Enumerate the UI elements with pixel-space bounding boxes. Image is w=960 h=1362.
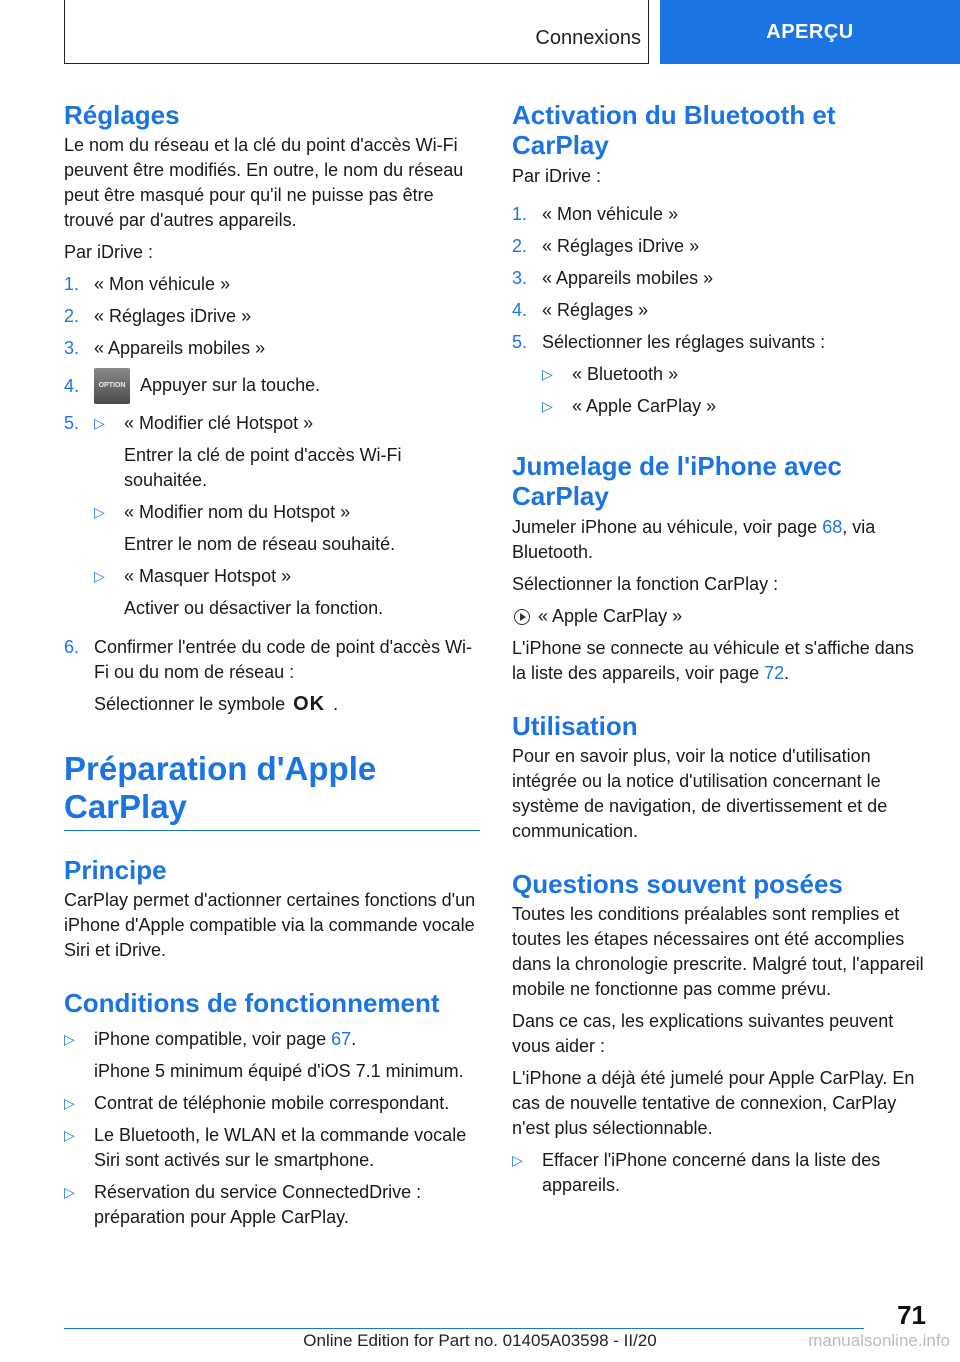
heading-activation: Activation du Bluetooth et CarPlay [512, 100, 836, 160]
jumelage-text-2: Sélectionner la fonction CarPlay : [512, 574, 779, 594]
bullet-item: ▷ « Bluetooth » [542, 362, 930, 387]
list-item: 5. ▷ « Modifier clé Hotspot » Entrer la clé de point d'accès Wi-Fi souhaitée. ▷ « Modifier nom du Hotspot » Entrer le nom de réseau souhaité. ▷ « Masquer Hotspot » Activer ou désactiver la fonction. [64, 411, 480, 628]
triangle-bullet-icon: ▷ [64, 1095, 75, 1111]
ok-symbol-icon: OK [293, 693, 326, 715]
section-title: Connexions [535, 27, 641, 49]
reglages-intro: Le nom du réseau et la clé du point d'accès Wi-Fi peuvent être modifiés. En outre, le nom du réseau peut être masqué pour qu'il ne puisse pas être trouvé par d'autres appareils. [64, 135, 464, 230]
questions-text-3: L'iPhone a déjà été jumelé pour Apple CarPlay. En cas de nouvelle tentative de connexion, CarPlay n'est plus sélectionnable. [512, 1068, 915, 1138]
page-link-68[interactable]: 68 [822, 517, 843, 537]
triangle-bullet-icon: ▷ [94, 415, 105, 431]
triangle-bullet-icon: ▷ [64, 1184, 75, 1200]
heading-questions: Questions souvent posées [512, 869, 843, 899]
footer-edition: Online Edition for Part no. 01405A03598 - II/20 [303, 1331, 657, 1350]
list-item: 2. « Réglages iDrive » [64, 306, 252, 326]
jumelage-text-1: Jumeler iPhone au véhicule, voir page 68, via Bluetooth. [512, 517, 876, 562]
play-circle-icon [514, 609, 530, 625]
triangle-bullet-icon: ▷ [94, 568, 105, 584]
jumelage-text-4: L'iPhone se connecte au véhicule et s'affiche dans la liste des appareils, voir page 72. [512, 638, 914, 683]
tab-apercu[interactable]: APERÇU [660, 0, 960, 64]
bullet-item: ▷ Réservation du service ConnectedDrive : préparation pour Apple CarPlay. [64, 1180, 480, 1230]
triangle-bullet-icon: ▷ [542, 366, 553, 382]
jumelage-text-3: « Apple CarPlay » [512, 604, 930, 629]
heading-principe: Principe [64, 855, 167, 885]
questions-text-1: Toutes les conditions préalables sont remplies et toutes les étapes nécessaires ont été accomplies dans la chronologie prescrite. Malgré tout, l'appareil mobile ne fonctionne pas comme prévu. [512, 904, 924, 999]
left-column [64, 100, 480, 1237]
triangle-bullet-icon: ▷ [94, 504, 105, 520]
heading-conditions: Conditions de fonctionnement [64, 988, 440, 1018]
list-item: 1. « Mon véhicule » [64, 274, 231, 294]
bullet-item: ▷ Le Bluetooth, le WLAN et la commande vocale Siri sont activés sur le smartphone. [64, 1123, 480, 1173]
bullet-item: ▷ « Modifier clé Hotspot » Entrer la clé de point d'accès Wi-Fi souhaitée. [94, 411, 480, 493]
bullet-item: ▷ iPhone compatible, voir page 67. iPhone 5 minimum équipé d'iOS 7.1 minimum. [64, 1027, 480, 1084]
heading-jumelage: Jumelage de l'iPhone avec CarPlay [512, 451, 842, 511]
list-item: 6. Confirmer l'entrée du code de point d'accès Wi-Fi ou du nom de réseau : Sélectionner le symbole OK . [64, 637, 473, 715]
bullet-item: ▷ « Masquer Hotspot » Activer ou désactiver la fonction. [94, 564, 480, 621]
activation-via: Par iDrive : [512, 166, 602, 186]
list-item: 4. « Réglages » [512, 300, 649, 320]
list-item: 3. « Appareils mobiles » [512, 268, 714, 288]
questions-text-2: Dans ce cas, les explications suivantes peuvent vous aider : [512, 1011, 894, 1056]
reglages-via: Par iDrive : [64, 242, 154, 262]
page-number: 71 [897, 1300, 926, 1330]
list-item: 2. « Réglages iDrive » [512, 236, 700, 256]
right-column [512, 100, 930, 1205]
bullet-item: ▷ Effacer l'iPhone concerné dans la liste des appareils. [512, 1148, 930, 1198]
heading-preparation: Préparation d'Apple CarPlay [64, 750, 480, 831]
option-button-icon: OPTION [94, 368, 130, 404]
triangle-bullet-icon: ▷ [542, 398, 553, 414]
list-item: 4. OPTION Appuyer sur la touche. [64, 368, 480, 404]
principe-text: CarPlay permet d'actionner certaines fonctions d'un iPhone d'Apple compatible via la commande vocale Siri et iDrive. [64, 890, 476, 960]
list-item: 3. « Appareils mobiles » [64, 338, 266, 358]
list-item: 1. « Mon véhicule » [512, 204, 679, 224]
utilisation-text: Pour en savoir plus, voir la notice d'utilisation intégrée ou la notice d'utilisation concernant le système de navigation, de divertissement et de communication. [512, 746, 888, 841]
page-link-67[interactable]: 67 [331, 1029, 352, 1049]
triangle-bullet-icon: ▷ [512, 1152, 523, 1168]
bullet-item: ▷ « Apple CarPlay » [542, 394, 930, 419]
page-link-72[interactable]: 72 [764, 663, 785, 683]
footer-divider [64, 1328, 864, 1329]
heading-utilisation: Utilisation [512, 711, 638, 741]
bullet-item: ▷ Contrat de téléphonie mobile correspondant. [64, 1091, 480, 1116]
triangle-bullet-icon: ▷ [64, 1127, 75, 1143]
list-item: 5. Sélectionner les réglages suivants : ▷ « Bluetooth » ▷ « Apple CarPlay » [512, 330, 930, 426]
heading-reglages: Réglages [64, 100, 180, 130]
watermark: manualsonline.info [808, 1331, 950, 1350]
triangle-bullet-icon: ▷ [64, 1031, 75, 1047]
bullet-item: ▷ « Modifier nom du Hotspot » Entrer le nom de réseau souhaité. [94, 500, 480, 557]
